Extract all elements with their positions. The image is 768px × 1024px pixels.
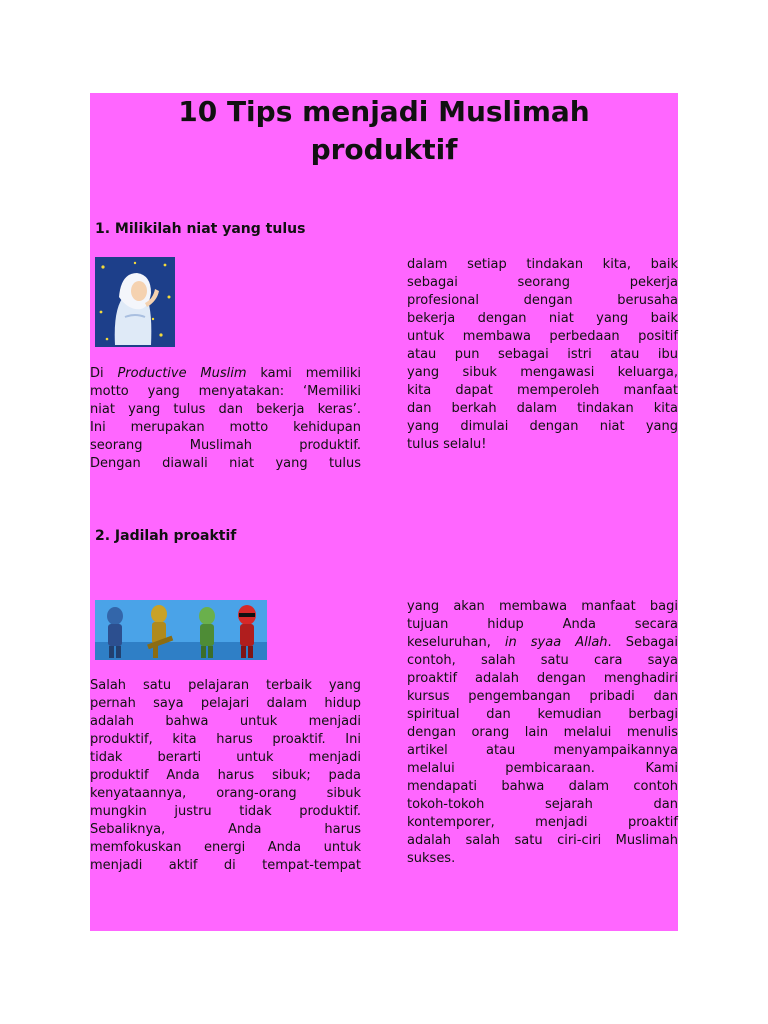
woman-praying-illustration bbox=[95, 257, 175, 347]
text-line: adalah bahwa untuk menjadi bbox=[90, 714, 361, 729]
text-line: yang akan membawa manfaat bagi bbox=[407, 599, 678, 614]
cartoon-ninjas-illustration bbox=[95, 600, 267, 660]
text-line: adalah salah satu ciri-ciri Muslimah bbox=[407, 833, 678, 848]
section-1-right-column bbox=[407, 256, 678, 454]
text-line: kursus pengembangan pribadi dan bbox=[407, 689, 678, 704]
text-line: yang sibuk mengawasi keluarga, bbox=[407, 365, 678, 380]
text-line: mendapati bahwa dalam contoh bbox=[407, 779, 678, 794]
text-line: Di Productive Muslim kami memiliki bbox=[90, 366, 361, 381]
text-line: tulus selalu! bbox=[407, 437, 487, 452]
section-1-left-column bbox=[90, 365, 361, 473]
text-line: yang dimulai dengan niat yang bbox=[407, 419, 678, 434]
text-line: Sebaliknya, Anda harus bbox=[90, 822, 361, 837]
text-line: tokoh-tokoh sejarah dan bbox=[407, 797, 678, 812]
text-line: kita dapat memperoleh manfaat bbox=[407, 383, 678, 398]
productive-muslim-emphasis: Productive Muslim bbox=[117, 366, 247, 381]
in-syaa-allah-emphasis: in syaa Allah bbox=[504, 635, 608, 650]
text-line: Salah satu pelajaran terbaik yang bbox=[90, 678, 361, 693]
text-line: tidak berarti untuk menjadi bbox=[90, 750, 361, 765]
text-line: sebagai seorang pekerja bbox=[407, 275, 678, 290]
page-title-line-2: produktif bbox=[310, 133, 458, 166]
text-line: seorang Muslimah produktif. bbox=[90, 438, 361, 453]
document-page bbox=[90, 93, 678, 931]
text-line: memfokuskan energi Anda untuk bbox=[90, 840, 361, 855]
text-line: sukses. bbox=[407, 851, 456, 866]
text-line: dengan orang lain melalui menulis bbox=[407, 725, 678, 740]
section-2-heading: 2. Jadilah proaktif bbox=[95, 528, 237, 544]
text-line: melalui pembicaraan. Kami bbox=[407, 761, 678, 776]
text-line: untuk membawa perbedaan positif bbox=[407, 329, 678, 344]
page-title-line-1: 10 Tips menjadi Muslimah bbox=[178, 95, 590, 128]
text-line: contoh, salah satu cara saya bbox=[407, 653, 678, 668]
section-2-right-column bbox=[407, 598, 678, 868]
text-line: profesional dengan berusaha bbox=[407, 293, 678, 308]
text-line: artikel atau menyampaikannya bbox=[407, 743, 678, 758]
text-line: menjadi aktif di tempat-tempat bbox=[90, 858, 361, 873]
text-line: kenyataannya, orang-orang sibuk bbox=[90, 786, 361, 801]
text-line: Dengan diawali niat yang tulus bbox=[90, 456, 361, 471]
text-line: Ini merupakan motto kehidupan bbox=[90, 420, 361, 435]
text-line: dalam setiap tindakan kita, baik bbox=[407, 257, 678, 272]
text-line: keseluruhan, in syaa Allah. Sebagai bbox=[407, 635, 678, 650]
text-line: spiritual dan kemudian berbagi bbox=[407, 707, 678, 722]
text-line: mungkin justru tidak produktif. bbox=[90, 804, 361, 819]
text-line: produktif, kita harus proaktif. Ini bbox=[90, 732, 361, 747]
section-1-heading: 1. Milikilah niat yang tulus bbox=[95, 221, 306, 237]
text-line: tujuan hidup Anda secara bbox=[407, 617, 678, 632]
section-2-left-column bbox=[90, 677, 361, 875]
text-line: produktif Anda harus sibuk; pada bbox=[90, 768, 361, 783]
text-line: pernah saya pelajari dalam hidup bbox=[90, 696, 361, 711]
text-line: niat yang tulus dan bekerja keras’. bbox=[90, 402, 361, 417]
text-line: kontemporer, menjadi proaktif bbox=[407, 815, 678, 830]
text-line: dan berkah dalam tindakan kita bbox=[407, 401, 678, 416]
text-line: bekerja dengan niat yang baik bbox=[407, 311, 678, 326]
text-line: motto yang menyatakan: ‘Memiliki bbox=[90, 384, 361, 399]
text-line: atau pun sebagai istri atau ibu bbox=[407, 347, 678, 362]
text-line: proaktif adalah dengan menghadiri bbox=[407, 671, 678, 686]
